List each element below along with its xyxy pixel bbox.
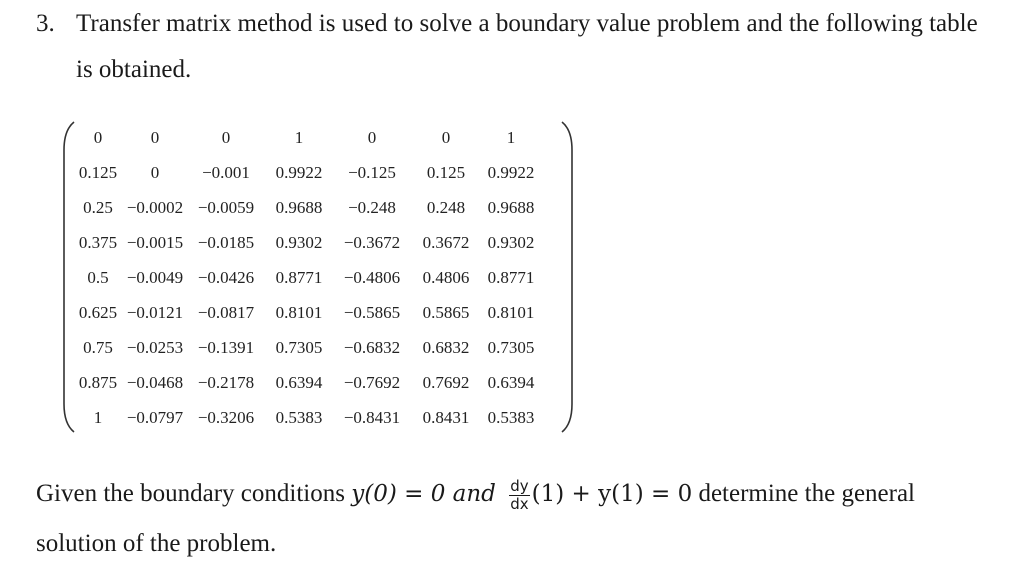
matrix-cell: −0.0185: [197, 232, 255, 252]
matrix-cell: 0.9302: [275, 232, 323, 252]
matrix-cell: 0.5865: [422, 302, 470, 322]
matrix-cell: 1: [93, 407, 103, 427]
matrix-cell: 0.9922: [487, 162, 535, 182]
matrix-cell: 0.7305: [275, 337, 323, 357]
matrix-row: [74, 225, 540, 260]
matrix-cell: 0.8101: [487, 302, 535, 322]
matrix-cell: −0.5865: [343, 302, 401, 322]
matrix-cell: 0.8101: [275, 302, 323, 322]
matrix-table: [74, 120, 540, 435]
matrix-cell: 0.4806: [422, 267, 470, 287]
matrix-cell: −0.2178: [197, 372, 255, 392]
matrix-row: [74, 400, 540, 435]
matrix-cell: 0.6394: [487, 372, 535, 392]
matrix-cell: −0.0121: [126, 302, 184, 322]
matrix-cell: 0.248: [426, 197, 466, 217]
matrix-cell: 0: [221, 127, 231, 147]
matrix-cell: 0.3672: [422, 232, 470, 252]
matrix-cell: 0.9688: [487, 197, 535, 217]
matrix-cell: 0: [150, 127, 160, 147]
matrix-cell: −0.0059: [197, 197, 255, 217]
matrix-row: [74, 295, 540, 330]
matrix-cell: 0.8771: [275, 267, 323, 287]
boundary-condition-1: y(0) = 0: [351, 481, 446, 507]
boundary-suffix: determine the general: [692, 480, 916, 507]
matrix-cell: 0.125: [426, 162, 466, 182]
matrix-cell: −0.0015: [126, 232, 184, 252]
matrix-cell: 0.75: [83, 337, 113, 357]
matrix-cell: −0.3206: [197, 407, 255, 427]
matrix-cell: 0: [150, 162, 160, 182]
matrix-cell: −0.125: [348, 162, 396, 182]
matrix-cell: 0.6832: [422, 337, 470, 357]
question-line-1: [36, 8, 978, 40]
matrix-cell: 0.9688: [275, 197, 323, 217]
matrix-row: [74, 190, 540, 225]
matrix-row: [74, 365, 540, 400]
matrix-right-paren: [560, 120, 574, 434]
question-text-line-1: Transfer matrix method is used to solve a boundary value problem and the following table: [76, 10, 978, 37]
matrix-cell: 0.25: [83, 197, 113, 217]
derivative-fraction: [509, 476, 529, 513]
and-word: and: [452, 481, 496, 507]
matrix-cell: −0.0468: [126, 372, 184, 392]
matrix-row: [74, 260, 540, 295]
matrix-cell: 0: [93, 127, 103, 147]
matrix-cell: −0.3672: [343, 232, 401, 252]
matrix-cell: 0.5383: [275, 407, 323, 427]
matrix-cell: 0.7305: [487, 337, 535, 357]
matrix-cell: −0.0253: [126, 337, 184, 357]
matrix-cell: 0: [441, 127, 451, 147]
matrix-cell: 0.7692: [422, 372, 470, 392]
matrix-cell: 0.8431: [422, 407, 470, 427]
matrix-cell: 0.125: [78, 162, 118, 182]
matrix-cell: 0.9922: [275, 162, 323, 182]
matrix-cell: −0.0797: [126, 407, 184, 427]
matrix-cell: 0.875: [78, 372, 118, 392]
boundary-line-2: solution of the problem.: [36, 530, 277, 557]
matrix-cell: −0.1391: [197, 337, 255, 357]
matrix-cell: −0.0049: [126, 267, 184, 287]
frac-numerator: dy: [510, 476, 529, 495]
matrix-cell: −0.0002: [126, 197, 184, 217]
matrix-cell: 0.6394: [275, 372, 323, 392]
matrix-cell: −0.0817: [197, 302, 255, 322]
matrix-cell: −0.7692: [343, 372, 401, 392]
matrix-cell: 1: [506, 127, 516, 147]
matrix-cell: 1: [294, 127, 304, 147]
matrix-cell: −0.4806: [343, 267, 401, 287]
question-number: 3.: [36, 10, 55, 37]
matrix-cell: 0.5383: [487, 407, 535, 427]
matrix-cell: −0.001: [202, 162, 250, 182]
matrix-cell: 0.9302: [487, 232, 535, 252]
matrix-cell: −0.0426: [197, 267, 255, 287]
question-line-2: is obtained.: [76, 56, 192, 83]
matrix-row: [74, 120, 540, 155]
matrix-row: [74, 330, 540, 365]
matrix-cell: 0.375: [78, 232, 118, 252]
transfer-matrix: [62, 120, 574, 434]
matrix-cell: 0.8771: [487, 267, 535, 287]
boundary-prefix: Given the boundary conditions: [36, 480, 352, 507]
matrix-cell: −0.248: [348, 197, 396, 217]
matrix-cell: 0.625: [78, 302, 118, 322]
matrix-row: [74, 155, 540, 190]
matrix-cell: 0: [367, 127, 377, 147]
frac-denominator: dx: [510, 494, 529, 513]
boundary-conditions-line: [36, 474, 915, 514]
matrix-cell: 0.5: [87, 267, 109, 287]
matrix-cell: −0.6832: [343, 337, 401, 357]
matrix-cell: −0.8431: [343, 407, 401, 427]
boundary-condition-2: (1) + y(1) = 0: [531, 481, 693, 507]
